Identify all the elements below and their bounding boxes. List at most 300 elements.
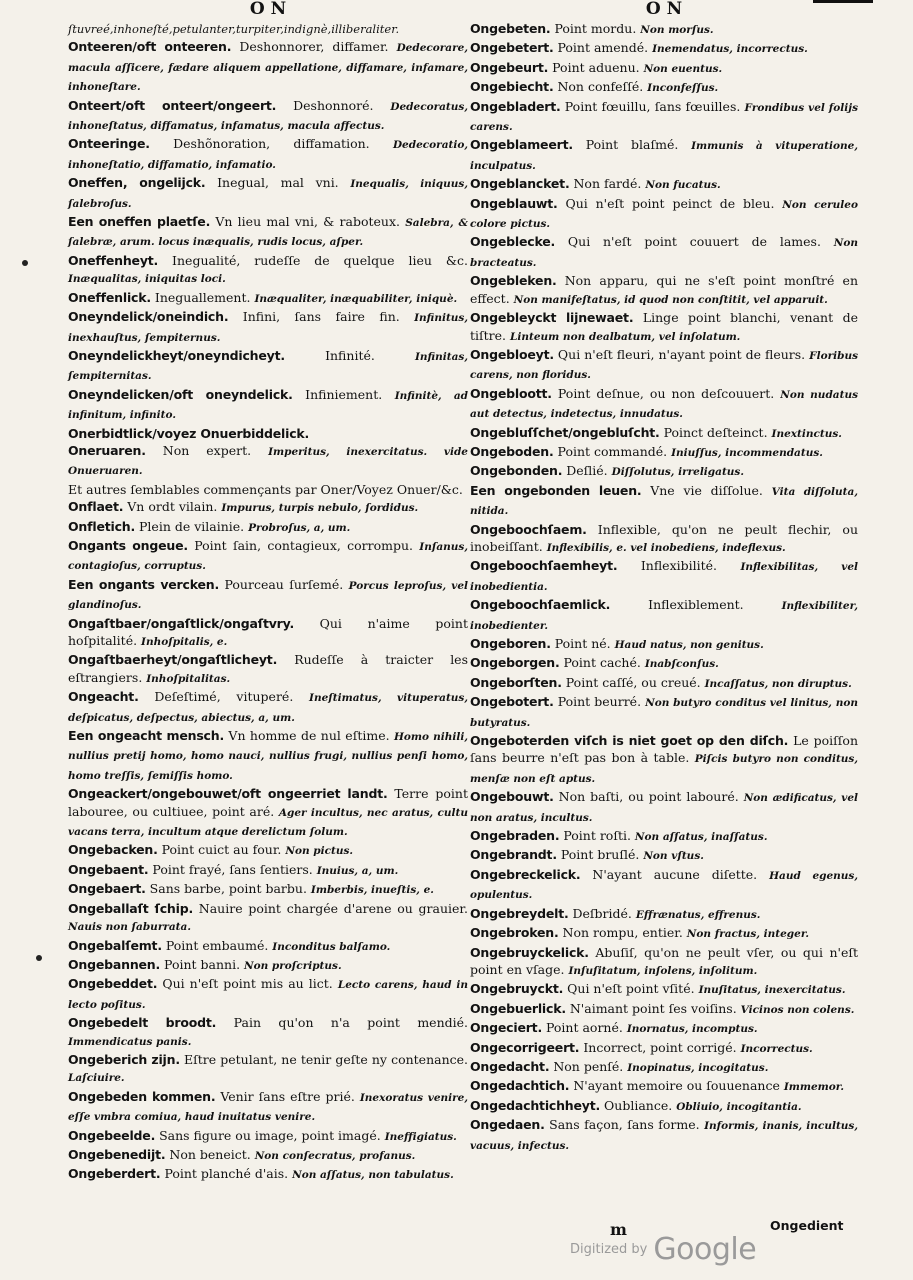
- french-gloss: Inegualité, rudeſſe de quelque lieu &c.: [158, 252, 468, 268]
- french-gloss: Point frayé, ſans ſentiers.: [148, 861, 317, 877]
- signature-mark: m: [610, 1220, 627, 1239]
- latin-gloss: Infinitè, ad infinitum, infinito.: [68, 389, 468, 422]
- french-gloss: Point blaſmé.: [572, 137, 692, 153]
- headword: Ongeblameert.: [470, 137, 573, 153]
- dictionary-entry: [68, 576, 468, 615]
- latin-gloss: Iniuſſus, incommendatus.: [671, 446, 823, 459]
- latin-gloss: Non butyro conditus vel linitus, non butyratus.: [470, 697, 858, 729]
- french-gloss: Eſtre petulant, ne tenir geſte ny contenance.: [179, 1051, 469, 1067]
- latin-gloss: Laſciuire.: [68, 1072, 125, 1085]
- latin-gloss: Non morſus.: [640, 24, 714, 36]
- latin-gloss: Non conſecratus, profanus.: [254, 1149, 416, 1162]
- french-gloss: Sans façon, ſans forme.: [544, 1117, 705, 1133]
- headword: Ongebeten.: [470, 21, 551, 36]
- headword: Ongebiecht.: [470, 79, 554, 95]
- french-gloss: Point né.: [550, 636, 615, 651]
- french-gloss: Point deſnue, ou non deſcouuert.: [551, 385, 781, 401]
- headword: Ongeboochſaemheyt.: [470, 558, 618, 574]
- latin-gloss: Dedecoratio, inhoneſtatio, diffamatio, infamatio.: [68, 139, 468, 171]
- french-gloss: Sans figure ou image, point imagé.: [155, 1127, 385, 1143]
- french-gloss: Non confeſſé.: [553, 79, 648, 95]
- right-entry-list: [470, 20, 858, 1155]
- dictionary-entry: [470, 462, 858, 481]
- latin-gloss: Immemor.: [783, 1081, 844, 1094]
- latin-gloss: Effrænatus, effrenus.: [635, 908, 761, 921]
- latin-gloss: Inæqualiter, inæquabiliter, iniquè.: [254, 292, 458, 305]
- french-gloss: Linge point blanchi, venant de tiſtre.: [470, 310, 858, 343]
- latin-gloss: Inconditus balſamo.: [272, 940, 391, 953]
- latin-gloss: Haud egenus, opulentus.: [470, 869, 858, 902]
- dictionary-entry: [470, 443, 858, 462]
- dictionary-entry: [470, 39, 858, 58]
- latin-gloss: Inflexibilitas, vel inobedientia.: [470, 561, 858, 593]
- latin-gloss: Inhoſpitalitas.: [146, 672, 231, 685]
- latin-gloss: Non proſcriptus.: [244, 959, 342, 972]
- latin-gloss: Ager incultus, nec aratus, cultu vacans terra, incultum atque derelictum ſolum.: [68, 806, 468, 839]
- latin-gloss: Haud natus, non genitus.: [614, 639, 764, 651]
- latin-gloss: Infinitus, inexhauſtus, ſempiternus.: [68, 312, 468, 344]
- headword: Ongebaert.: [68, 881, 146, 897]
- watermark-logo: Google: [653, 1232, 757, 1267]
- headword: Onflaet.: [68, 499, 124, 515]
- headword: Ongeberich zijn.: [68, 1051, 180, 1067]
- headword: Oneffenlick.: [68, 289, 151, 305]
- latin-gloss: Vita diſſoluta, nitida.: [470, 485, 858, 518]
- latin-gloss: Non vſtus.: [643, 850, 704, 863]
- latin-gloss: Non euentus.: [643, 62, 723, 75]
- dictionary-entry: [470, 482, 858, 521]
- latin-gloss: Non ædificatus, vel non aratus, incultus.: [470, 792, 859, 824]
- headword: Ongebluſſchet/ongebluſcht.: [470, 424, 660, 440]
- headword: Oneruaren.: [68, 442, 146, 458]
- french-gloss: Deshõnoration, diffamation.: [149, 136, 393, 152]
- latin-gloss: Inconfeſſus.: [647, 82, 719, 95]
- dictionary-entry: [470, 827, 858, 846]
- dictionary-entry: [68, 308, 468, 347]
- dictionary-entry: [470, 732, 858, 788]
- dictionary-entry: [470, 59, 858, 78]
- dictionary-entry: [68, 688, 468, 727]
- headword: Ongebreydelt.: [470, 905, 569, 921]
- headword: Ongedachtich.: [470, 1078, 570, 1094]
- dictionary-entry: [68, 135, 468, 174]
- dictionary-entry: [470, 1000, 858, 1019]
- headword: Ongebacken.: [68, 842, 158, 858]
- french-gloss: Inegual, mal vni.: [205, 175, 351, 191]
- french-gloss: Et autres ſemblables commençants par Oner/Voyez Onuer/&c.: [68, 481, 463, 497]
- headword: Ongebreckelick.: [470, 866, 581, 882]
- dictionary-entry: [470, 309, 858, 346]
- dictionary-entry: [470, 866, 858, 905]
- latin-gloss: Dedecoratus, inhoneſtatus, diffamatus, infamatus, macula affectus.: [68, 100, 468, 133]
- french-gloss: Infini, ſans faire fin.: [228, 309, 415, 325]
- headword: Onerbidtlick/voyez Onuerbiddelick.: [68, 425, 310, 441]
- french-gloss: Deſlié.: [562, 463, 612, 479]
- headword: Ongeboren.: [470, 636, 551, 651]
- headword: Ongebeden kommen.: [68, 1088, 216, 1104]
- latin-gloss: Inſanus, contagioſus, corruptus.: [68, 540, 468, 573]
- dictionary-entry: [68, 20, 468, 38]
- latin-gloss: Non nudatus aut detectus, indetectus, innudatus.: [470, 388, 858, 421]
- latin-gloss: Inflexibilis, e. vel inobediens, indeflexus.: [546, 541, 786, 554]
- dictionary-entry: [68, 174, 468, 213]
- headword: Ongebeurt.: [470, 59, 549, 75]
- headword: Ongeberdert.: [68, 1166, 161, 1182]
- french-gloss: Ineguallement.: [150, 289, 255, 305]
- french-gloss: Sans barbe, point barbu.: [145, 881, 311, 897]
- dictionary-entry: [68, 386, 468, 425]
- french-gloss: Inflexibilité.: [617, 558, 741, 574]
- headword: Ongebuerlick.: [470, 1000, 566, 1016]
- latin-gloss: Impurus, turpis nebulo, ſordidus.: [221, 502, 419, 515]
- headword: Ongants ongeue.: [68, 537, 188, 553]
- french-gloss: Deshonnorer, diffamer.: [231, 39, 397, 55]
- french-gloss: Venir ſans eſtre prié.: [215, 1088, 360, 1104]
- latin-gloss: Obliuio, incogitantia.: [676, 1100, 802, 1113]
- headword: Een ongants vercken.: [68, 576, 220, 592]
- dictionary-entry: [470, 1058, 858, 1077]
- dictionary-entry: [68, 347, 468, 386]
- french-gloss: Qui n'eſt fleuri, n'ayant point de fleurs.: [553, 346, 810, 362]
- latin-gloss: Ineſtimatus, vituperatus, deſpicatus, deſpectus, abiectus, a, um.: [68, 692, 468, 724]
- running-head-right: O N: [645, 0, 683, 19]
- dictionary-entry: [68, 937, 468, 956]
- headword: Ongedacht.: [470, 1058, 550, 1074]
- french-gloss: N'aimant point ſes voiſins.: [565, 1000, 741, 1016]
- dictionary-entry: [470, 346, 858, 385]
- headword: Ongebleken.: [470, 273, 557, 289]
- latin-gloss: Inornatus, incomptus.: [626, 1023, 758, 1036]
- headword: Oneyndelick/oneindich.: [68, 309, 229, 325]
- french-gloss: Vn ordt vilain.: [123, 499, 222, 515]
- dictionary-entry: [470, 521, 858, 558]
- latin-gloss: Inopinatus, incogitatus.: [627, 1061, 769, 1074]
- french-gloss: Deshonnoré.: [276, 97, 391, 113]
- dictionary-entry: [470, 905, 858, 924]
- french-gloss: Vn lieu mal vni, & raboteux.: [210, 214, 406, 230]
- latin-gloss: Probroſus, a, um.: [248, 521, 351, 534]
- catchword: Ongedient: [770, 1218, 844, 1233]
- latin-gloss: Dedecorare, macula aſſicere, fædare aliquem appellatione, diffamare, infamare, inhoneſtare.: [68, 42, 468, 94]
- latin-gloss: Ineffigiatus.: [384, 1130, 457, 1143]
- french-gloss: Qui n'eſt point peinct de bleu.: [557, 195, 783, 211]
- latin-gloss: Non manifeſtatus, id quod non conſtitit, vel apparuit.: [513, 293, 828, 306]
- headword: Een oneffen plaetſe.: [68, 214, 211, 230]
- latin-gloss: Non fucatus.: [645, 179, 721, 192]
- latin-gloss: Incaſſatus, non diruptus.: [704, 677, 852, 690]
- dictionary-entry: [68, 38, 468, 96]
- french-gloss: Qui n'eſt point mis au lict.: [157, 976, 338, 992]
- headword: Ongedaen.: [470, 1117, 545, 1133]
- dictionary-entry: [68, 425, 468, 442]
- french-gloss: Non rompu, entier.: [558, 925, 687, 941]
- french-gloss: Non expert.: [145, 442, 269, 458]
- latin-gloss: Linteum non dealbatum, vel inſolatum.: [510, 330, 741, 343]
- latin-gloss: Piſcis butyro non conditus, menſæ non eſt aptus.: [470, 753, 858, 785]
- dictionary-entry: [68, 498, 468, 517]
- headword: Ongebalſemt.: [68, 937, 162, 953]
- headword: Ongeciert.: [470, 1020, 543, 1036]
- latin-gloss: Non aſſatus, non tabulatus.: [292, 1169, 454, 1182]
- dictionary-entry: [68, 213, 468, 252]
- headword: Onfletich.: [68, 518, 136, 534]
- french-gloss: Non penſé.: [549, 1058, 628, 1074]
- dictionary-entry: [68, 1127, 468, 1146]
- digitized-watermark: [570, 1232, 756, 1267]
- latin-gloss: Inequalis, iniquus, ſalebroſus.: [68, 178, 468, 210]
- dictionary-entry: [470, 98, 858, 137]
- latin-gloss: Lecto carens, haud in lecto poſitus.: [68, 979, 468, 1011]
- headword: Ongeboochſaem.: [470, 521, 587, 537]
- headword: Ongebedelt broodt.: [68, 1015, 217, 1031]
- headword: Een ongebonden leuen.: [470, 482, 642, 498]
- dictionary-entry: [470, 385, 858, 424]
- french-gloss: Point banni.: [160, 956, 245, 972]
- dictionary-entry: [68, 442, 468, 481]
- dictionary-entry: [470, 693, 858, 732]
- dictionary-entry: [68, 861, 468, 880]
- french-gloss: Pourceau ſurſemé.: [219, 576, 349, 592]
- french-gloss: Deſeſtimé, vituperé.: [138, 689, 310, 705]
- french-gloss: Inflexiblement.: [610, 597, 782, 613]
- headword: Ongeblauwt.: [470, 195, 558, 211]
- french-gloss: Point aduenu.: [548, 59, 644, 75]
- french-gloss: Inflexible, qu'on ne peult flechir, ou inobeiſſant.: [470, 521, 858, 554]
- french-gloss: Poinct deſteinct.: [659, 424, 772, 440]
- headword: Ongebraden.: [470, 828, 560, 844]
- ink-spot: [36, 955, 42, 961]
- left-column: [68, 0, 468, 1185]
- headword: Ongedachtichheyt.: [470, 1097, 601, 1113]
- dictionary-entry: [68, 956, 468, 975]
- headword: Ongaſtbaerheyt/ongaſtlicheyt.: [68, 652, 278, 668]
- headword: Ongebonden.: [470, 463, 563, 479]
- headword: Ongecorrigeert.: [470, 1039, 580, 1055]
- latin-gloss: Infinitas, ſempiternitas.: [68, 350, 468, 383]
- latin-gloss: Inuſitatus, inexercitatus.: [698, 984, 846, 997]
- french-gloss: Infinité.: [284, 347, 415, 363]
- french-gloss: Point caché.: [559, 655, 645, 671]
- headword: Ongeborſten.: [470, 674, 562, 690]
- dictionary-entry: [68, 880, 468, 899]
- french-gloss: Non fardé.: [569, 176, 646, 192]
- latin-gloss: Inexoratus venire, eſſe vmbra comiua, haud inuitatus venire.: [68, 1091, 468, 1124]
- french-gloss: Qui n'eſt point vſité.: [563, 981, 699, 997]
- headword: Ongebotert.: [470, 694, 554, 710]
- french-gloss: Vn homme de nul eſtime.: [224, 728, 394, 744]
- headword: Onteert/oft onteert/ongeert.: [68, 97, 277, 113]
- continued-text: ſtuvreé,inhoneſté,petulanter,turpiter,indignè,illiberaliter.: [68, 22, 400, 36]
- dictionary-entry: [470, 1116, 858, 1155]
- latin-gloss: Vicinos non colens.: [740, 1003, 855, 1016]
- latin-gloss: Immendicatus panis.: [68, 1035, 192, 1048]
- headword: Ongebladert.: [470, 98, 561, 114]
- latin-gloss: Inextinctus.: [771, 427, 842, 440]
- dictionary-entry: [470, 557, 858, 596]
- dictionary-entry: [470, 654, 858, 673]
- headword: Ongeboterden viſch is niet goet op den diſch.: [470, 733, 789, 749]
- dictionary-entry: [68, 1014, 468, 1051]
- headword: Ongebrandt.: [470, 847, 557, 863]
- latin-gloss: Floribus carens, non floridus.: [470, 349, 858, 382]
- headword: Ongebeelde.: [68, 1127, 156, 1143]
- dictionary-entry: [68, 97, 468, 136]
- french-gloss: N'ayant aucune diſette.: [580, 866, 770, 882]
- latin-gloss: Non fractus, integer.: [686, 928, 810, 941]
- french-gloss: Point fœuillu, ſans fœuilles.: [560, 98, 745, 114]
- dictionary-entry: [470, 635, 858, 654]
- french-gloss: Point ſain, contagieux, corrompu.: [187, 537, 420, 553]
- headword: Oneffen, ongelijck.: [68, 175, 206, 191]
- headword: Ongeackert/ongebouwet/oft ongeerriet landt.: [68, 786, 388, 802]
- headword: Ongebannen.: [68, 956, 161, 972]
- dictionary-entry: [68, 651, 468, 688]
- headword: Ongeblecke.: [470, 234, 556, 250]
- french-gloss: N'ayant memoire ou ſouuenance: [569, 1078, 784, 1094]
- dictionary-entry: [68, 785, 468, 841]
- french-gloss: Point planché d'ais.: [160, 1166, 293, 1182]
- latin-gloss: Incorrectus.: [740, 1042, 813, 1055]
- latin-gloss: Imperitus, inexercitatus. vide Onueruaren.: [68, 445, 468, 478]
- latin-gloss: Frondibus vel folijs carens.: [470, 101, 858, 134]
- headword: Onteeringe.: [68, 136, 150, 152]
- dictionary-entry: [68, 1146, 468, 1165]
- latin-gloss: Non pictus.: [285, 845, 354, 858]
- dictionary-entry: [470, 846, 858, 865]
- headword: Oneyndelicken/oft oneyndelick.: [68, 386, 293, 402]
- dictionary-entry: [470, 1019, 858, 1038]
- french-gloss: Abuſiſ, qu'on ne peult vſer, ou qui n'eſt point en vſage.: [470, 944, 858, 977]
- dictionary-entry: [68, 289, 468, 308]
- latin-gloss: Non aſſatus, inaſſatus.: [634, 831, 768, 844]
- latin-gloss: Non bracteatus.: [470, 237, 858, 269]
- dictionary-entry: [470, 1039, 858, 1058]
- dictionary-entry: [68, 1088, 468, 1127]
- french-gloss: Point bruſlé.: [556, 847, 644, 863]
- french-gloss: Qui n'aime point hoſpitalité.: [68, 615, 468, 648]
- dictionary-entry: [68, 841, 468, 860]
- headword: Ongebenedijt.: [68, 1146, 166, 1162]
- ink-spot: [22, 260, 28, 266]
- french-gloss: Point aorné.: [542, 1020, 627, 1036]
- headword: Ongeboochſaemlick.: [470, 597, 611, 613]
- dictionary-entry: [470, 674, 858, 693]
- french-gloss: Point embaumé.: [161, 937, 273, 953]
- french-gloss: Plein de vilainie.: [135, 518, 249, 534]
- dictionary-entry: [68, 1051, 468, 1088]
- dictionary-entry: [68, 252, 468, 289]
- headword: Ongebeddet.: [68, 976, 158, 992]
- latin-gloss: Inabſconſus.: [644, 658, 719, 671]
- french-gloss: Point commandé.: [553, 443, 672, 459]
- french-gloss: Incorrect, point corrigé.: [579, 1039, 741, 1055]
- french-gloss: Rudeſſe à traicter les eſtrangiers.: [68, 652, 468, 685]
- headword: Ongebouwt.: [470, 789, 554, 805]
- dictionary-entry: [470, 944, 858, 981]
- headword: Ongebruyckelick.: [470, 944, 589, 960]
- headword: Ongebaent.: [68, 861, 149, 877]
- dictionary-entry: [470, 78, 858, 97]
- headword: Ongeballaſt ſchip.: [68, 900, 194, 916]
- dictionary-entry: [68, 1165, 468, 1184]
- dictionary-entry: [68, 615, 468, 652]
- latin-gloss: Inſuſitatum, inſolens, inſolitum.: [568, 964, 758, 977]
- french-gloss: Point caſſé, ou creué.: [561, 674, 705, 690]
- french-gloss: Oubliance.: [600, 1097, 677, 1113]
- running-head-left: O N: [249, 0, 287, 19]
- headword: Ongeboden.: [470, 443, 554, 459]
- left-entry-list: [68, 20, 468, 1185]
- latin-gloss: Inuius, a, um.: [316, 864, 399, 877]
- dictionary-entry: [470, 924, 858, 943]
- dictionary-entry: [470, 195, 858, 234]
- dictionary-entry: [470, 424, 858, 443]
- latin-gloss: Informis, inanis, incultus, vacuus, infectus.: [470, 1120, 858, 1152]
- headword: Ongaſtbaer/ongaſtlick/ongaſtvry.: [68, 615, 294, 631]
- headword: Ongebruyckt.: [470, 981, 564, 997]
- dictionary-entry: [68, 481, 468, 498]
- headword: Ongeblancket.: [470, 176, 570, 192]
- headword: Een ongeacht mensch.: [68, 728, 225, 744]
- headword: Ongebleyckt lijnewaet.: [470, 310, 634, 326]
- headword: Ongebloott.: [470, 385, 552, 401]
- latin-gloss: Inæqualitas, iniquitas loci.: [68, 273, 226, 286]
- dictionary-entry: [470, 175, 858, 194]
- french-gloss: Non baſti, ou point labouré.: [553, 789, 744, 805]
- latin-gloss: Immunis à vituperatione, inculpatus.: [470, 140, 858, 172]
- headword: Oneyndelickheyt/oneyndicheyt.: [68, 347, 285, 363]
- dictionary-entry: [68, 727, 468, 785]
- latin-gloss: Porcus leproſus, vel glandinoſus.: [68, 579, 468, 612]
- french-gloss: Pain qu'on n'a point mendié.: [216, 1015, 468, 1031]
- french-gloss: Qui n'eſt point couuert de lames.: [555, 234, 834, 250]
- headword: Ongebloeyt.: [470, 346, 554, 362]
- dictionary-entry: [68, 518, 468, 537]
- headword: Oneffenheyt.: [68, 252, 159, 268]
- latin-gloss: Inhoſpitalis, e.: [141, 636, 228, 648]
- latin-gloss: Non ceruleo colore pictus.: [470, 198, 858, 231]
- dictionary-entry: [470, 980, 858, 999]
- latin-gloss: Homo nihili, nullius pretij homo, homo nauci, nullius frugi, nullius penſi homo, homo treſſis, ſemiſſis homo.: [68, 731, 468, 782]
- french-gloss: Point mordu.: [550, 21, 641, 36]
- headword: Onteeren/oft onteeren.: [68, 39, 232, 55]
- latin-gloss: Inflexibiliter, inobedienter.: [470, 600, 858, 632]
- headword: Ongebetert.: [470, 40, 554, 56]
- dictionary-entry: [470, 272, 858, 309]
- dictionary-entry: [470, 136, 858, 175]
- headword: Ongeacht.: [68, 689, 139, 705]
- french-gloss: Le poiſſon ſans beurre n'eſt pas bon à table.: [470, 733, 858, 766]
- french-gloss: Point cuict au four.: [157, 842, 286, 858]
- headword: Ongebroken.: [470, 925, 559, 941]
- dictionary-entry: [68, 537, 468, 576]
- right-column: [470, 0, 858, 1155]
- latin-gloss: Diſſolutus, irreligatus.: [611, 466, 744, 479]
- latin-gloss: Inemendatus, incorrectus.: [652, 43, 808, 56]
- dictionary-entry: [470, 233, 858, 272]
- french-gloss: Non apparu, qui ne s'eſt point monſtré en effect.: [470, 273, 858, 306]
- dictionary-entry: [470, 788, 858, 827]
- dictionary-entry: [470, 1077, 858, 1096]
- dictionary-entry: [470, 596, 858, 635]
- french-gloss: Nauire point chargée d'arene ou grauier.: [193, 900, 469, 916]
- dictionary-entry: [68, 975, 468, 1014]
- latin-gloss: Salebra, & ſalebræ, arum. locus inæqualis, rudis locus, aſper.: [68, 217, 468, 249]
- french-gloss: Deſbridé.: [568, 905, 636, 921]
- dictionary-entry: [68, 900, 468, 937]
- latin-gloss: Imberbis, inueſtis, e.: [310, 884, 434, 897]
- watermark-prefix: Digitized by: [570, 1242, 648, 1257]
